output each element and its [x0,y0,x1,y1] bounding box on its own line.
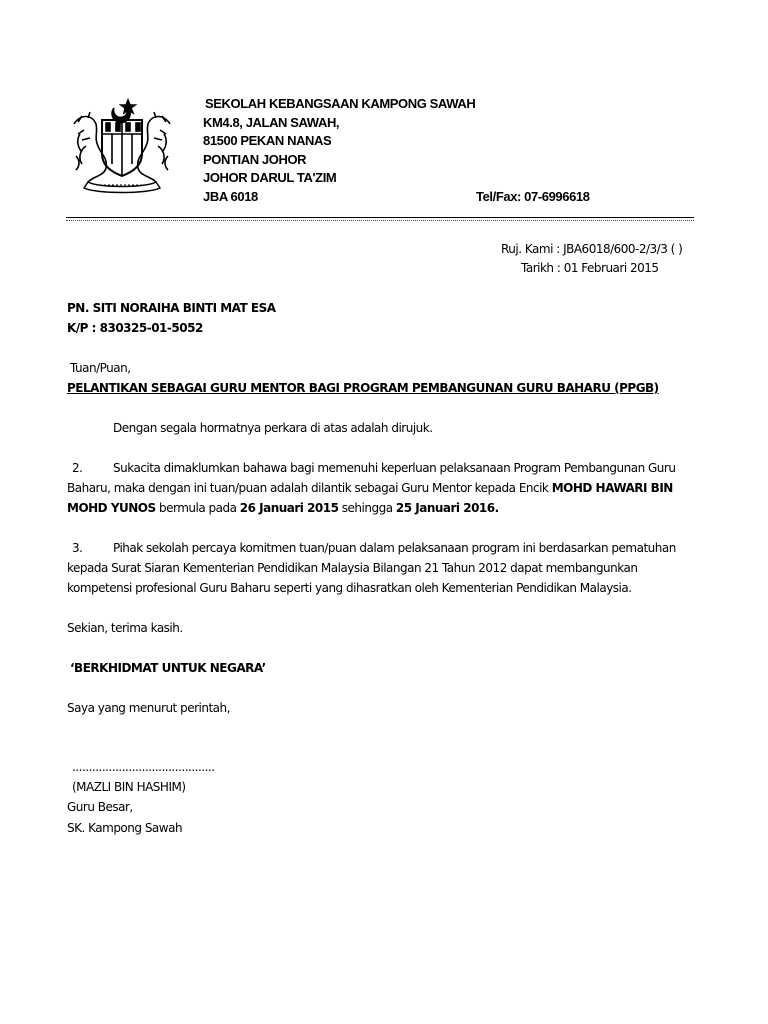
paragraph-3-line-2: kepada Surat Siaran Kementerian Pendidikan Malaysia Bilangan 21 Tahun 2012 dapat membangunkan [67,561,638,575]
end-date: 25 Januari 2016. [395,501,499,515]
address-line-1: KM4.8, JALAN SAWAH, [203,115,340,130]
letter-subject: PELANTIKAN SEBAGAI GURU MENTOR BAGI PROGRAM PEMBANGUNAN GURU BAHARU (PPGB) [67,381,659,395]
mentee-name-part-1: MOHD HAWARI BIN [551,481,673,495]
paragraph-3-line-1: Pihak sekolah percaya komitmen tuan/puan dalam pelaksanaan program ini berdasarkan pematuhan [113,541,676,555]
coat-of-arms-logo [66,94,178,194]
salutation: Tuan/Puan, [70,361,131,375]
reference-number: Ruj. Kami : JBA6018/600-2/3/3 ( ) [501,242,683,256]
sign-off: Saya yang menurut perintah, [67,701,230,715]
header-divider [66,217,694,218]
paragraph-2-number: 2. [72,461,83,475]
recipient-ic: K/P : 830325-01-5052 [67,321,203,335]
start-date: 26 Januari 2015 [239,501,339,515]
signatory-name: (MAZLI BIN HASHIM) [72,780,186,794]
paragraph-2-line-2 [67,481,673,495]
paragraph-2-line-1: Sukacita dimaklumkan bahawa bagi memenuhi keperluan pelaksanaan Program Pembangunan Guru [113,461,676,475]
paragraph-3-number: 3. [72,541,83,555]
signatory-school: SK. Kampong Sawah [67,821,183,835]
header-divider-underline [66,220,694,221]
letter-date: Tarikh : 01 Februari 2015 [521,261,659,275]
paragraph-2-line-2-text: Baharu, maka dengan ini tuan/puan adalah dilantik sebagai Guru Mentor kepada Encik [67,481,552,495]
school-name: SEKOLAH KEBANGSAAN KAMPONG SAWAH [205,96,476,111]
mentee-name-part-2: MOHD YUNOS [67,501,156,515]
tel-fax: Tel/Fax: 07-6996618 [476,189,590,204]
address-line-4: JOHOR DARUL TA'ZIM [203,170,337,185]
address-line-2: 81500 PEKAN NANAS [203,133,332,148]
paragraph-2-line-3 [67,501,499,515]
closing: Sekian, terima kasih. [67,621,183,635]
motto: ‘BERKHIDMAT UNTUK NEGARA’ [70,661,266,675]
paragraph-3-line-3: kompetensi profesional Guru Baharu seperti yang dihasratkan oleh Kementerian Pendidikan Malaysia. [67,581,632,595]
paragraph-2-line-3-text: bermula pada [155,501,240,515]
paragraph-1: Dengan segala hormatnya perkara di atas adalah dirujuk. [113,421,433,435]
address-line-5: JBA 6018 [203,189,258,204]
signatory-title: Guru Besar, [67,800,133,814]
paragraph-2-line-3-mid: sehingga [338,501,396,515]
recipient-name: PN. SITI NORAIHA BINTI MAT ESA [67,301,276,315]
signature-line: ........................................... [72,760,215,774]
address-line-3: PONTIAN JOHOR [203,152,307,167]
